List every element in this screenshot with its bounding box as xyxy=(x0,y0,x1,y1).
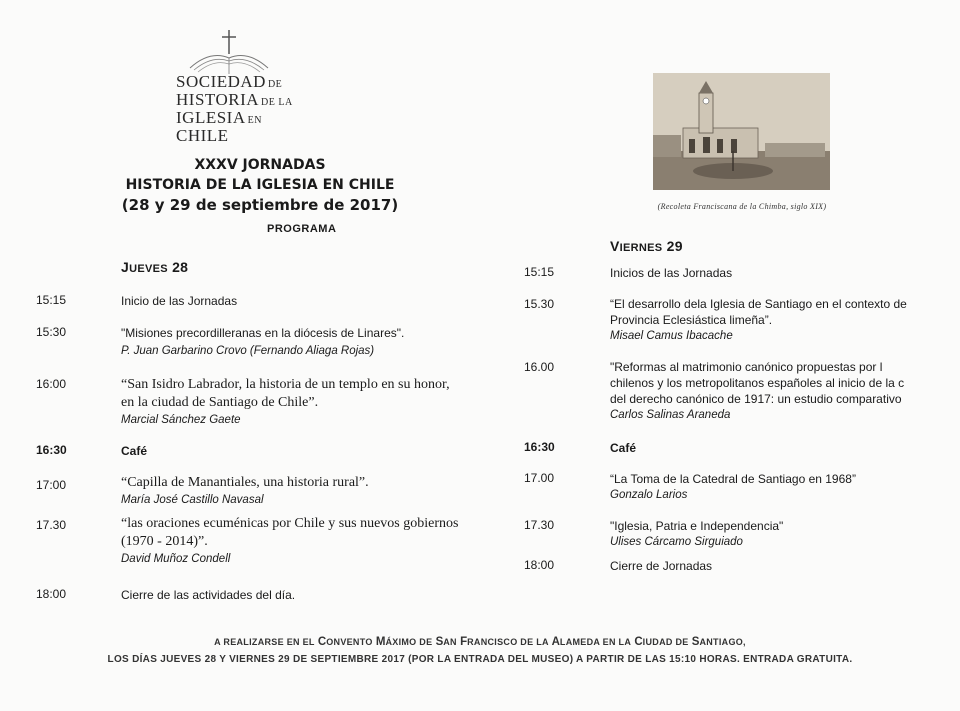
time-slot: 16:00 xyxy=(36,377,67,391)
church-illustration xyxy=(653,73,830,190)
activity-item xyxy=(121,293,237,309)
activity-title: Cierre de Jornadas xyxy=(610,559,713,573)
activity-item xyxy=(610,296,912,344)
activity-title: Inicios de las Jornadas xyxy=(610,266,733,280)
title-dates: (28 y 29 de septiembre de 2017) xyxy=(121,196,399,214)
time-slot: 15.30 xyxy=(524,297,555,311)
time-slot: 17:00 xyxy=(36,478,67,492)
activity-title: “San Isidro Labrador, la historia de un templo en su honor, xyxy=(121,377,450,392)
activity-item xyxy=(121,474,369,508)
time-slot: 15:30 xyxy=(36,325,67,339)
day2-rest: IERNES xyxy=(619,242,663,254)
venue-text: S xyxy=(435,636,444,648)
activity-title: Café xyxy=(121,444,148,458)
activity-title: "Iglesia, Patria e Independencia" xyxy=(610,519,784,533)
society-logo xyxy=(172,28,312,145)
logo-word-de-la: DE LA xyxy=(261,97,293,108)
venue-text: M xyxy=(375,636,386,648)
time-slot: 16.00 xyxy=(524,360,555,374)
activity-title: "Misiones precordilleranas en la diócesis de Linares". xyxy=(121,326,405,340)
activity-title: Inicio de las Jornadas xyxy=(121,294,238,308)
logo-word-chile: CHILE xyxy=(176,126,229,145)
logo-word-historia: HISTORIA xyxy=(176,90,260,109)
logo-word-en: EN xyxy=(247,115,262,126)
activity-title: Cierre de las actividades del día. xyxy=(121,588,296,602)
time-slot: 17.00 xyxy=(524,471,555,485)
day2-number: 29 xyxy=(666,238,683,254)
time-slot: 18:00 xyxy=(36,587,67,601)
activity-title: “El desarrollo dela Iglesia de Santiago en el contexto de xyxy=(610,297,907,311)
logo-word-sociedad: SOCIEDAD xyxy=(176,72,266,91)
time-slot: 15:15 xyxy=(524,265,555,279)
book-cross-icon xyxy=(172,28,312,78)
title-line-2: HISTORIA DE LA IGLESIA EN CHILE xyxy=(125,177,395,193)
speaker-name: Misael Camus Ibacache xyxy=(610,330,733,342)
activity-title: “las oraciones ecuménicas por Chile y sus nuevos gobiernos xyxy=(121,516,459,531)
venue-text: S xyxy=(691,636,700,648)
activity-title-cont: chilenos y los metropolitanos españoles al inicio de la c xyxy=(610,376,905,390)
activity-item xyxy=(121,376,491,428)
venue-text: RANCISCO DE LA xyxy=(467,637,549,647)
activity-title-cont: (1970 - 2014)”. xyxy=(121,534,208,549)
venue-text: AN xyxy=(443,637,457,647)
programa-heading: PROGRAMA xyxy=(267,223,337,235)
activity-title: “Capilla de Manantiales, una historia rural”. xyxy=(121,475,369,490)
speaker-name: Carlos Salinas Araneda xyxy=(610,409,731,421)
speaker-name: Ulises Cárcamo Sirguiado xyxy=(610,536,743,548)
time-slot: 16:30 xyxy=(524,440,555,454)
activity-title-cont: del derecho canónico de 1917: un estudio comparativo xyxy=(610,392,902,406)
activity-item xyxy=(121,443,147,459)
venue-text: A xyxy=(551,636,560,648)
venue-text: IUDAD DE xyxy=(642,637,689,647)
day2-initial: V xyxy=(610,238,620,254)
venue-text: LAMEDA EN LA xyxy=(559,637,632,647)
activity-title-cont: Provincia Eclesiástica limeña”. xyxy=(610,313,773,327)
date-time-line xyxy=(0,650,960,669)
venue-text: F xyxy=(460,636,468,648)
church-photo xyxy=(653,73,830,190)
activity-title: “La Toma de la Catedral de Santiago en 1968” xyxy=(610,472,856,486)
speaker-name: David Muñoz Condell xyxy=(121,553,231,565)
day-header-viernes xyxy=(610,238,683,254)
photo-caption: (Recoleta Franciscana de la Chimba, siglo XIX) xyxy=(657,202,827,211)
venue-text: C xyxy=(317,636,327,648)
venue-text: A REALIZARSE EN EL xyxy=(214,637,315,647)
event-title xyxy=(110,155,410,215)
logo-word-de: DE xyxy=(267,79,283,90)
date-time-text: LOS DÍAS JUEVES 28 Y VIERNES 29 DE SEPTIEMBRE 2017 (POR LA ENTRADA DEL MUSEO) A PARTIR DE LAS 15:10 HORAS. ENTRADA GRATUITA. xyxy=(107,654,853,665)
speaker-name: P. Juan Garbarino Crovo (Fernando Aliaga Rojas) xyxy=(121,345,375,357)
time-slot: 15:15 xyxy=(36,293,67,307)
speaker-name: Marcial Sánchez Gaete xyxy=(121,414,241,426)
time-slot: 17.30 xyxy=(524,518,555,532)
activity-item xyxy=(610,440,636,456)
logo-word-iglesia: IGLESIA xyxy=(176,108,246,127)
activity-item xyxy=(610,265,732,281)
venue-line xyxy=(0,633,960,651)
activity-title: Café xyxy=(610,441,637,455)
time-slot: 16:30 xyxy=(36,443,67,457)
venue-text: ANTIAGO, xyxy=(699,637,746,647)
day1-initial: J xyxy=(121,259,130,275)
activity-item xyxy=(121,587,295,603)
title-line-1: XXXV JORNADAS xyxy=(194,157,326,173)
time-slot: 17.30 xyxy=(36,518,67,532)
activity-item xyxy=(610,471,856,503)
activity-item xyxy=(121,515,458,567)
day1-rest: UEVES xyxy=(129,263,168,275)
time-slot: 18:00 xyxy=(524,558,555,572)
activity-item xyxy=(610,558,712,574)
day1-number: 28 xyxy=(172,259,189,275)
activity-title: "Reformas al matrimonio canónico propuestas por l xyxy=(610,360,883,374)
venue-text: ÁXIMO DE xyxy=(385,637,433,647)
venue-text: ONVENTO xyxy=(326,637,373,647)
activity-item xyxy=(610,518,783,550)
activity-item xyxy=(121,325,404,359)
speaker-name: Gonzalo Larios xyxy=(610,489,688,501)
activity-title-cont: en la ciudad de Santiago de Chile”. xyxy=(121,395,319,410)
day-header-jueves xyxy=(121,259,188,275)
venue-text: C xyxy=(634,636,643,648)
activity-item xyxy=(610,359,912,423)
speaker-name: María José Castillo Navasal xyxy=(121,494,264,506)
